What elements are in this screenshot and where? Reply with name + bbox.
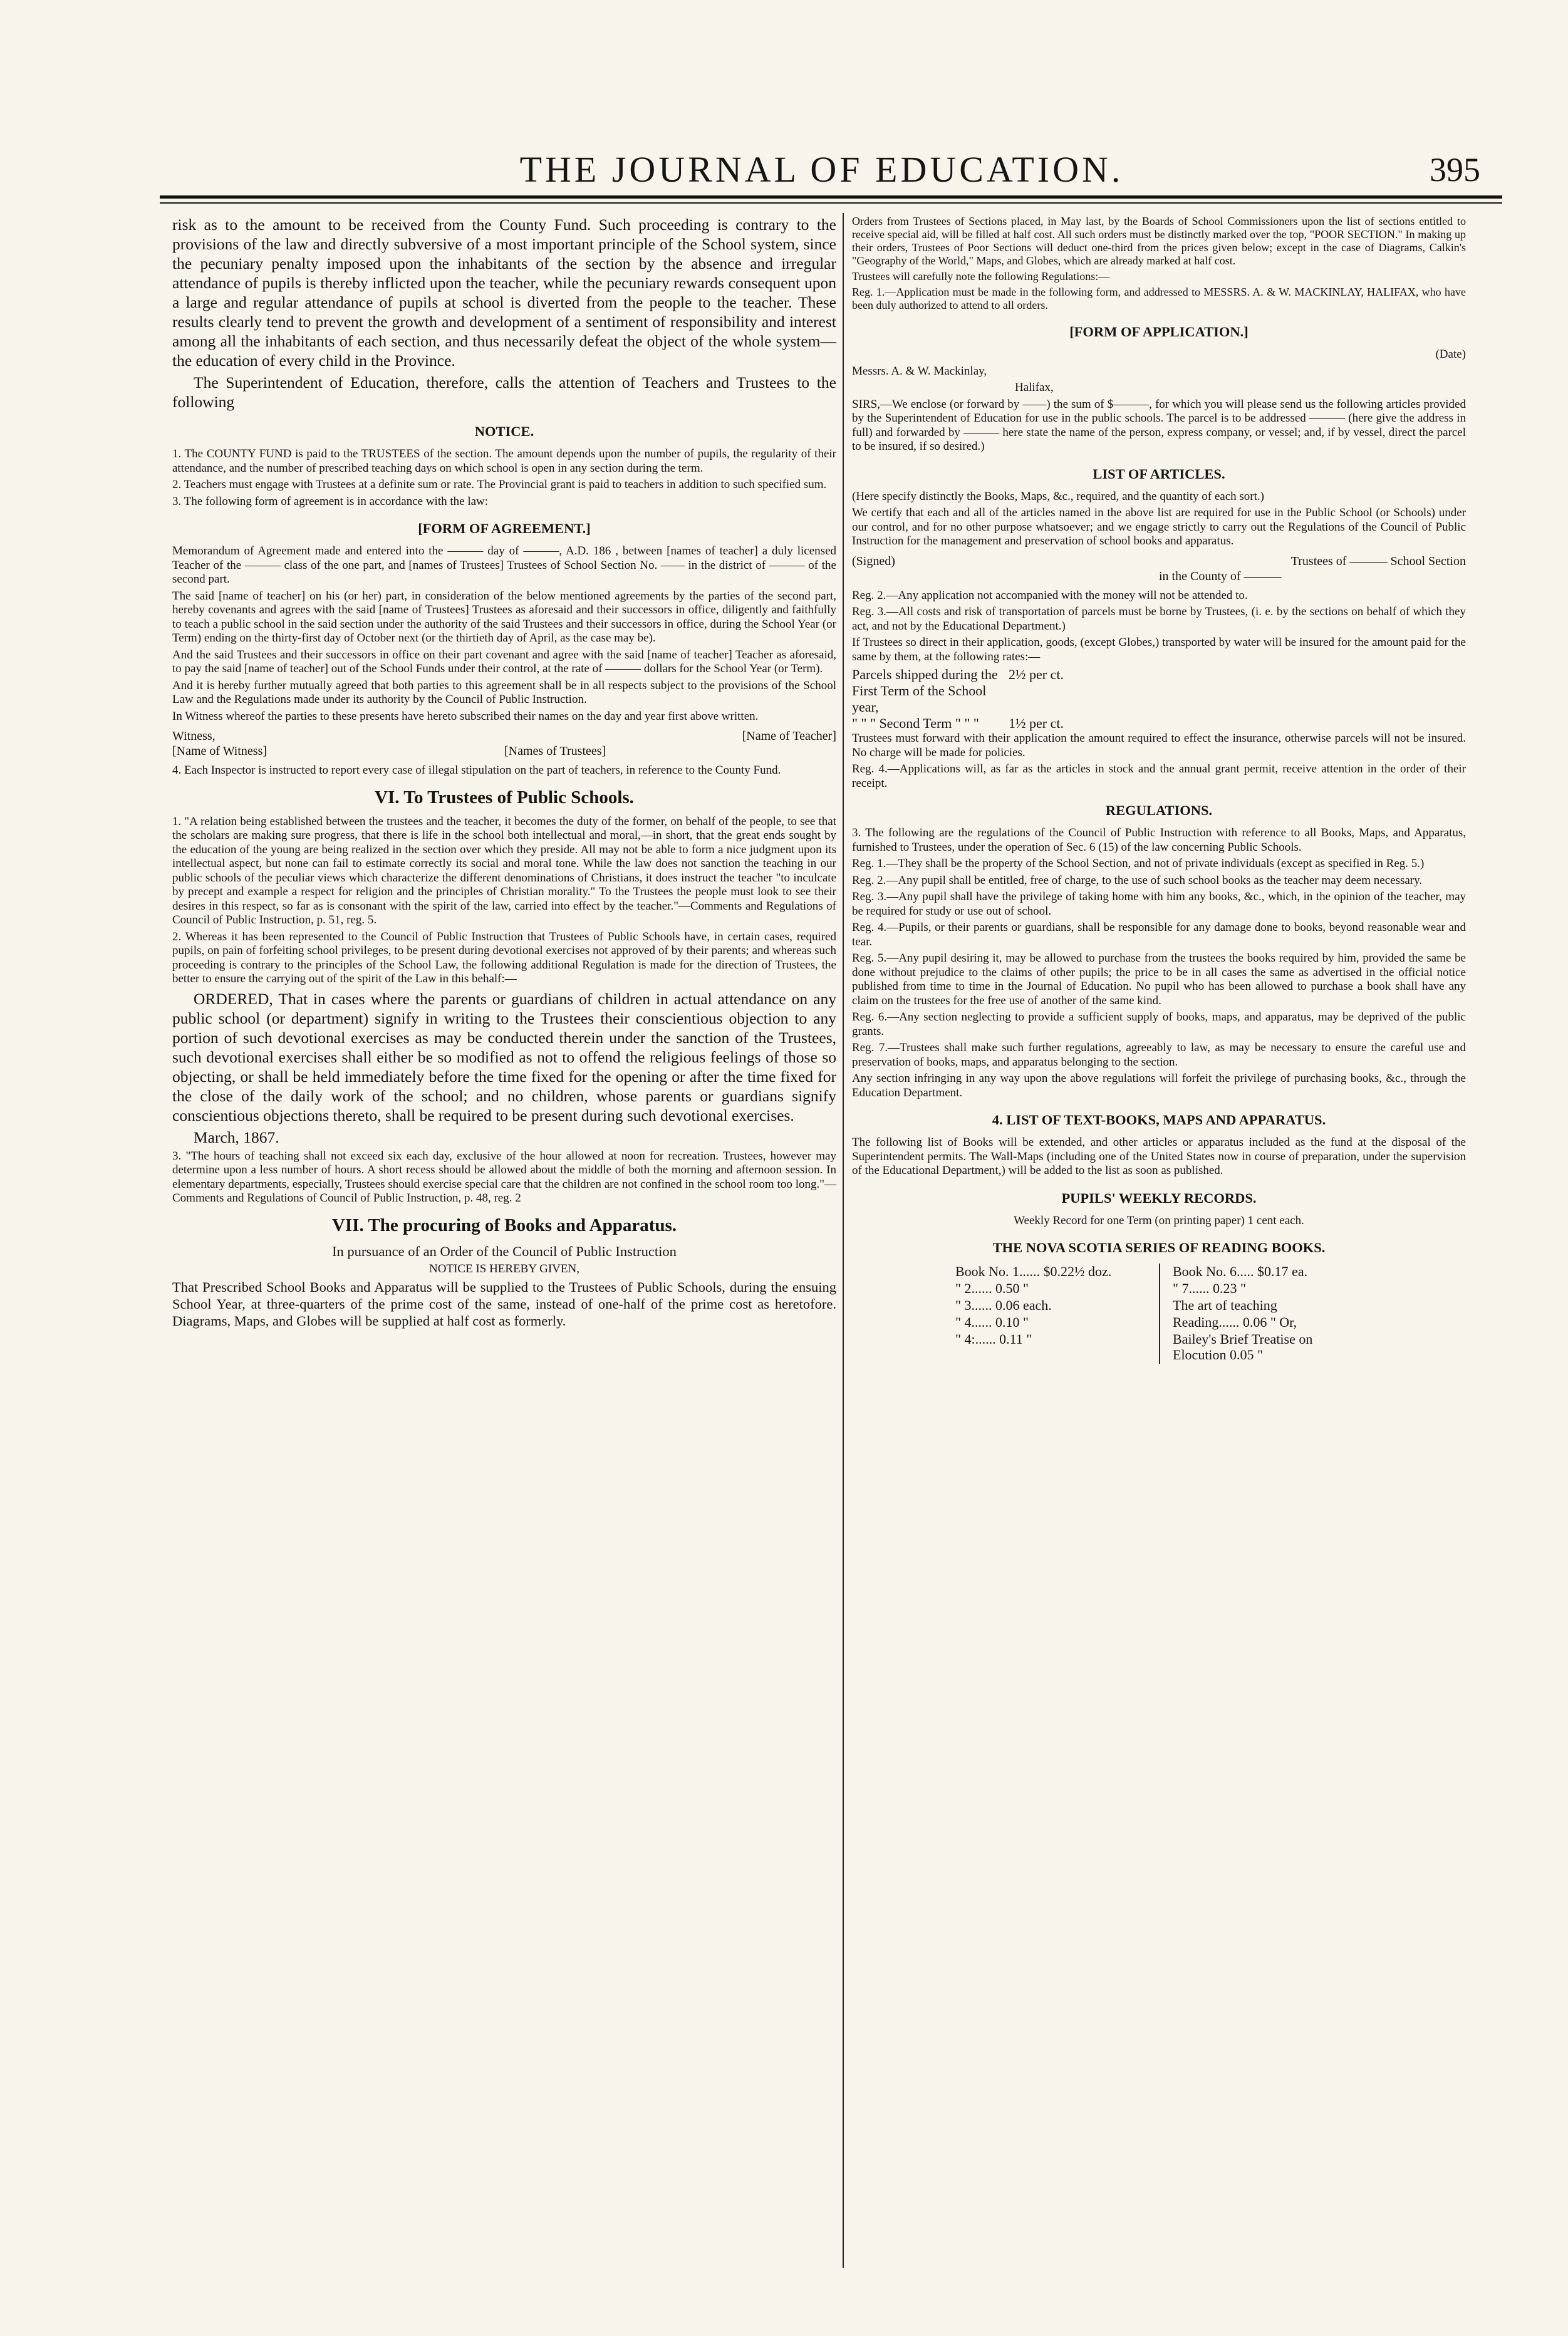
book-price-entry: Reading...... 0.06 " Or, [1159,1314,1363,1331]
addressee: Messrs. A. & W. Mackinlay, [852,364,987,378]
county-line: in the County of ——— [1159,569,1282,583]
signed-label: (Signed) [852,554,895,568]
first-term-label: Parcels shipped during the First Term of the School year, [852,667,998,715]
text-books-heading: 4. LIST OF TEXT-BOOKS, MAPS AND APPARATUS. [992,1112,1326,1128]
address-city: Halifax, [1015,381,1054,394]
book-price-entry: Book No. 1...... $0.22½ doz. [955,1264,1112,1279]
right-column [852,215,1466,1364]
reading-books-table [955,1264,1363,1364]
column-divider [843,213,844,2268]
application-body: SIRS,—We enclose (or forward by ——) the sum of $———, for which you will please send us the following articles provided by the Superintendent of Education for use in the public schools. The parcel is to be addressed ——— (here give the address in full) and forwarded by ——— here state the name of the person, express company, or vessel; and, if by vessel, direct the parcel to be insured, if so desired.) [852,397,1466,453]
agreement-paragraph: And it is hereby further mutually agreed that both parties to this agreement shall be in all respects subject to the provisions of the School Law and the Regulations made under its authority by the Council of Public Instruction. [172,678,836,706]
articles-heading: LIST OF ARTICLES. [1093,465,1225,482]
agreement-signatures [172,729,836,759]
book-regulation: Reg. 2.—Any pupil shall be entitled, free of charge, to the use of such school books as the teacher may deem necessary. [852,873,1423,887]
insurance-note: Trustees must forward with their application the amount required to effect the insurance, otherwise parcels will not be insured. No charge will be made for policies. [852,732,1466,759]
book-price-entry: " 7...... 0.23 " [1159,1280,1363,1297]
running-title: THE JOURNAL OF EDUCATION. [519,149,1124,190]
second-term-rate: 1½ per ct. [1009,715,1064,731]
book-price-entry: " 2...... 0.50 " [955,1280,1029,1296]
application-heading: [FORM OF APPLICATION.] [1069,324,1249,340]
article-paragraph: The Superintendent of Education, therefore, calls the attention of Teachers and Trustees to the following [172,373,836,411]
section-paragraph: 2. Whereas it has been represented to the Council of Public Instruction that Trustees of Public Schools have, in certain cases, required pupils, on pain of forfeiting school privileges, to be present during devotional exercises not approved of by their parents; and whereas such proceeding is contrary to the principles of the School Law, the following additional Regulation is made for the direction of Trustees, the better to ensure the carrying out of the spirit of the Law in this behalf:— [172,930,836,985]
weekly-records-heading: PUPILS' WEEKLY RECORDS. [1061,1190,1257,1206]
trustees-signature: [Names of Trustees] [504,744,606,758]
trustees-school-section: Trustees of ——— School Section [1290,554,1466,568]
left-column [172,215,836,1332]
book-price-entry: Bailey's Brief Treatise on Elocution 0.05 " [1159,1331,1363,1364]
agreement-paragraph: The said [name of teacher] on his (or her) part, in consideration of the below mentioned agreements by the parties of the second part, hereby covenants and agrees with the said [name of Trustees] Trustees as aforesaid and their successors in office, diligently and faithfully to teach a public school in the said section under the authority of the said Trustees and their successors in office, during the School Year (or Term) ending on the thirty-first day of October next (or the thirtieth day of April, as the case may be). [172,589,836,645]
agreement-paragraph: Memorandum of Agreement made and entered into the ——— day of ———, A.D. 186 , between [names of teacher] a duly licensed Teacher of the ——— class of the one part, and [names of Trustees] Trustees of School Section No. —— in the district of ——— of the second part. [172,544,836,586]
witness-signature: [Name of Witness] [172,744,267,758]
notice-heading: NOTICE. [474,423,534,439]
date-line: March, 1867. [194,1128,279,1146]
application-date: (Date) [1435,348,1466,361]
notice-line: NOTICE IS HEREBY GIVEN, [429,1262,579,1275]
regulation-1: Reg. 1.—Application must be made in the following form, and addressed to MESSRS. A. & W. MACKINLAY, HALIFAX, who have been duly authorized to attend to all orders. [852,286,1466,311]
regulation-4: Reg. 4.—Applications will, as far as the articles in stock and the annual grant permit, receive attention in the order of their receipt. [852,762,1466,790]
signed-block [852,554,1466,584]
notice-item: 3. The following form of agreement is in accordance with the law: [172,494,489,508]
regulation-3: Reg. 3.—All costs and risk of transportation of parcels must be borne by Trustees, (i. e. by the sections on behalf of which they act, and not by the Educational Department.) [852,605,1466,633]
agreement-heading: [FORM OF AGREEMENT.] [418,521,591,536]
book-price-entry: Book No. 6..... $0.17 ea. [1159,1264,1363,1280]
insurance-rates [852,667,1466,732]
section-paragraph: 3. "The hours of teaching shall not exceed six each day, exclusive of the hour allowed at noon for recreation. Trustees, however may determine upon a less number of hours. A short recess should be allowed about the middle of both the morning and afternoon session. In elementary departments, especially, Trustees should exercise special care that the children are not confined in the school room too long."—Comments and Regulations of Council of Public Instruction, p. 48, reg. 2 [172,1149,836,1205]
article-paragraph: risk as to the amount to be received from the County Fund. Such proceeding is contrary to the provisions of the law and directly subversive of a most important principle of the School system, since the pecuniary penalty imposed upon the inhabitants of the section by the absence and irregular attendance of pupils is thereby inflicted upon the teacher, while the pecuniary rewards consequent upon a large and regular attendance of pupils at school is diverted from the people to the teacher. These results clearly tend to prevent the growth and development of a sentiment of responsibility and interest among all the inhabitants of each section, and thus necessarily defeat the object of the whole system—the education of every child in the Province. [172,215,836,370]
page-number: 395 [1430,151,1480,189]
articles-instruction: (Here specify distinctly the Books, Maps, &c., required, and the quantity of each sort.) [852,489,1264,503]
notice-item: 2. Teachers must engage with Trustees at a definite sum or rate. The Provincial grant is paid to teachers in addition to such specified sum. [172,478,827,491]
notice-item: 1. The COUNTY FUND is paid to the TRUSTEES of the section. The amount depends upon the number of pupils, the regularity of their attendance, and the number of prescribed teaching days on which school is open in any section during the term. [172,447,836,475]
teacher-signature: [Name of Teacher] [742,729,836,743]
order-line: In pursuance of an Order of the Council of Public Instruction [332,1243,677,1259]
section-heading: VII. The procuring of Books and Apparatus. [331,1215,677,1235]
certification: We certify that each and all of the articles named in the above list are required for use in the Public School (or Schools) under our control, and for no other purpose whatsoever; and we engage strictly to carry out the Regulations of the Council of Public Instruction for the management and preservation of school books and apparatus. [852,506,1466,548]
books-paragraph: That Prescribed School Books and Apparatus will be supplied to the Trustees of Public Schools, during the ensuing School Year, at three-quarters of the prime cost of the same, instead of one-half of the prime cost as heretofore. Diagrams, Maps, and Globes will be supplied at half cost as formerly. [172,1279,836,1329]
book-price-entry: " 4:...... 0.11 " [955,1331,1032,1347]
book-regulation: Reg. 1.—They shall be the property of the School Section, and not of private individuals (except as specified in Reg. 5.) [852,857,1425,870]
book-regulation: Reg. 5.—Any pupil desiring it, may be allowed to purchase from the trustees the books required by him, provided the same be done without prejudice to the claims of other pupils; the price to be in all cases the same as advertised in the official notice published from time to time in the Journal of Education. No pupil who has been allowed to purchase a book shall have any claim on the trustees for the free use of another of the same kind. [852,952,1466,1007]
regulations-intro: 3. The following are the regulations of the Council of Public Instruction with reference to all Books, Maps, and Apparatus, furnished to Trustees, under the operation of Sec. 6 (15) of the law concerning Public Schools. [852,826,1466,854]
book-regulation: Any section infringing in any way upon the above regulations will forfeit the privilege of purchasing books, &c., through the Education Department. [852,1072,1466,1099]
book-regulation: Reg. 6.—Any section neglecting to provide a sufficient supply of books, maps, and apparatus, may be deprived of the public grants. [852,1010,1466,1038]
page-header [163,147,1480,192]
book-regulation: Reg. 3.—Any pupil shall have the privilege of taking home with him any books, &c., which, in the opinion of the teacher, may be required for study or use out of school. [852,890,1466,918]
second-term-label: " " " Second Term " " " [852,715,979,731]
notice-item: 4. Each Inspector is instructed to report every case of illegal stipulation on the part of teachers, in reference to the County Fund. [172,764,781,777]
reading-books-heading: THE NOVA SCOTIA SERIES OF READING BOOKS. [992,1240,1326,1255]
weekly-record-line: Weekly Record for one Term (on printing paper) 1 cent each. [1014,1213,1304,1227]
book-price-entry: The art of teaching [1159,1297,1363,1314]
book-regulation: Reg. 4.—Pupils, or their parents or guardians, shall be responsible for any damage done to books, beyond reasonable wear and tear. [852,921,1466,948]
header-rule-thin [160,202,1502,204]
ordered-paragraph: ORDERED, That in cases where the parents or guardians of children in actual attendance on any public school (or department) signify in writing to the Trustees their conscientious objection to any portion of such devotional exercises as may be conducted therein under the sanction of the Trustees, such devotional exercises shall either be so modified as not to offend the religious feelings of those so objecting, or shall be held immediately before the time fixed for the opening or after the time fixed for the close of the daily work of the school; and no children, whose parents or guardians signify conscientious objections thereto, shall be required to be present during such devotional exercises. [172,989,836,1124]
blank [852,569,1159,584]
section-heading: VI. To Trustees of Public Schools. [375,787,634,807]
agreement-paragraph: In Witness whereof the parties to these presents have hereto subscribed their names on the day and year first above written. [172,709,759,723]
book-price-entry: " 4...... 0.10 " [955,1314,1029,1330]
header-rule-thick [160,195,1502,199]
book-regulation: Reg. 7.—Trustees shall make such further regulations, agreeably to law, as may be necessary to ensure the careful use and preservation of books, maps, and apparatus belonging to the section. [852,1041,1466,1069]
insurance-paragraph: If Trustees so direct in their application, goods, (except Globes,) transported by water will be insured for the amount paid for the same by them, at the following rates:— [852,636,1466,663]
section-paragraph: 1. "A relation being established between the trustees and the teacher, it becomes the duty of the former, on behalf of the people, to see that the scholars are making sure progress, that there is life in the school both intellectual and moral,—in short, that the great ends sought by the education of the young are being realized in the section over which they preside. All may not be able to form a nice judgment upon its intellectual aspect, but none can fail to estimate correctly its social and moral tone. While the law does not sanction the teaching in our public schools of the peculiar views which characterize the different denominations of Christians, it does instruct the teacher "to inculcate by precept and example a respect for religion and the principles of Christian morality." To the Trustees the people must look to see their desires in this respect, so far as is consonant with the spirit of the law, carried into effect by the teacher."—Comments and Regulations of Council of Public Instruction, p. 51, reg. 5. [172,814,836,927]
witness-label: Witness, [172,729,215,743]
regulations-heading: REGULATIONS. [1105,802,1213,818]
orders-paragraph: Orders from Trustees of Sections placed, in May last, by the Boards of School Commissioners upon the list of sections entitled to receive special aid, will be filled at half cost. All such orders must be distinctly marked over the top, "POOR SECTION." In making up their orders, Trustees of Poor Sections will deduct one-third from the prices given below; except in the case of Diagrams, Calkin's "Geography of the World," Maps, and Globes, which are already marked at half cost. [852,215,1466,267]
regulation-2: Reg. 2.—Any application not accompanied with the money will not be attended to. [852,588,1248,602]
agreement-paragraph: And the said Trustees and their successors in office on their part covenant and agree with the said [name of teacher] Teacher as aforesaid, to pay the said [name of teacher] out of the School Funds under their control, at the rate of ——— dollars for the School Year (or Term). [172,648,836,675]
book-price-entry: " 3...... 0.06 each. [955,1297,1052,1313]
first-term-rate: 2½ per ct. [1009,667,1064,682]
regulations-note: Trustees will carefully note the following Regulations:— [852,270,1110,283]
text-books-paragraph: The following list of Books will be extended, and other articles or apparatus included as the fund at the disposal of the Superintendent permits. The Wall-Maps (including one of the United States now in course of preparation, under the supervision of the Educational Department,) will be added to the list as soon as published. [852,1136,1466,1177]
